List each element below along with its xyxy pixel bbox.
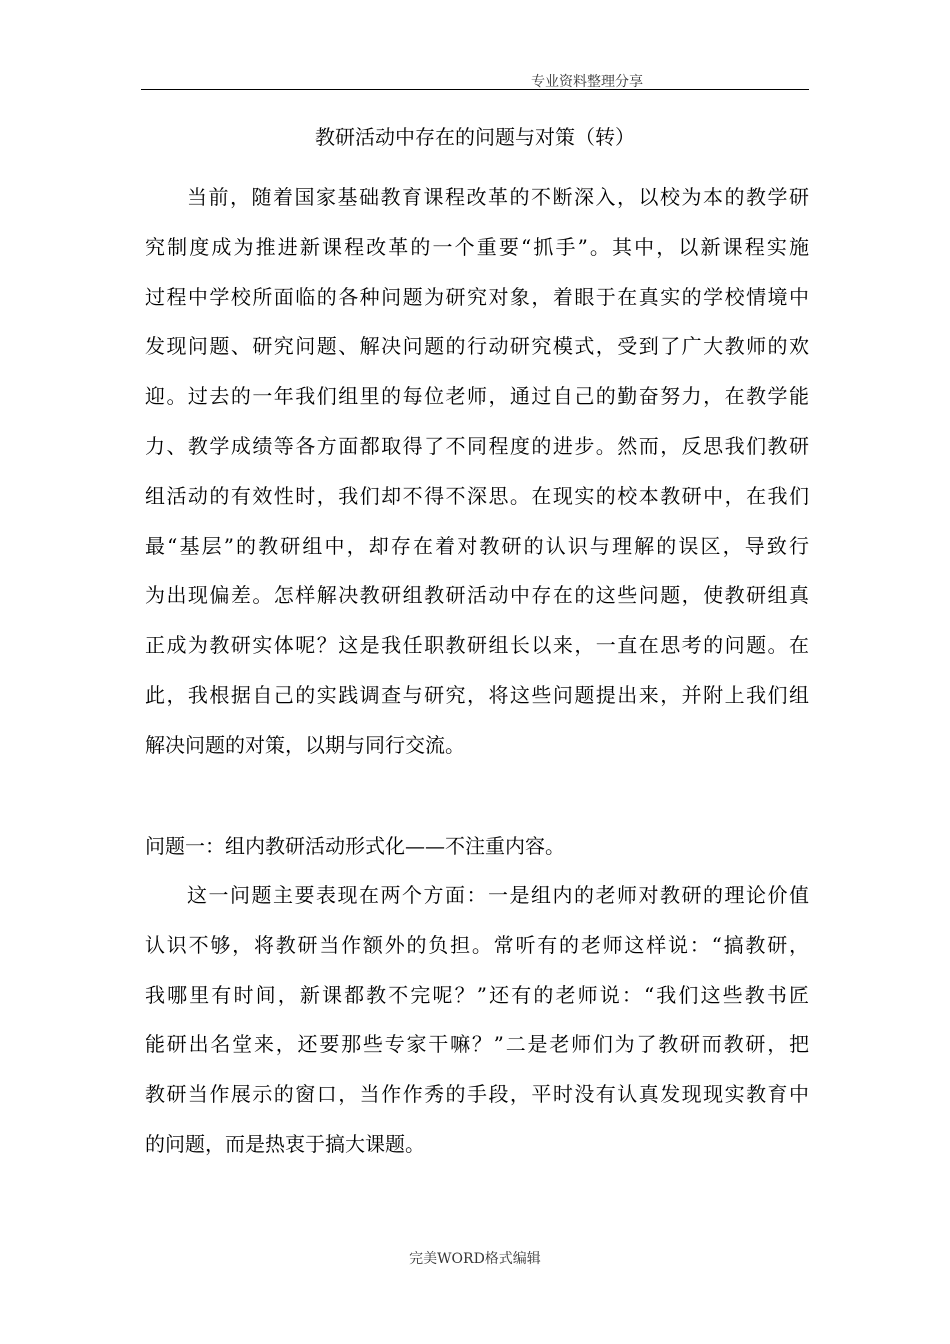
paragraph-line: 解决问题的对策，以期与同行交流。 [145,732,465,757]
paragraph-line: 究制度成为推进新课程改革的一个重要“抓手”。其中，以新课程实施 [145,234,809,259]
paragraph-line: 当前，随着国家基础教育课程改革的不断深入，以校为本的教学研 [187,185,809,209]
section-heading-text: 问题一：组内教研活动形式化——不注重内容。 [145,834,565,858]
paragraph-line: 能研出名堂来，还要那些专家干嘛？”二是老师们为了教研而教研，把 [145,1032,809,1057]
paragraph-line: 过程中学校所面临的各种问题为研究对象，着眼于在真实的学校情境中 [145,284,809,309]
intro-paragraph [145,173,809,771]
section-heading-problem-one [145,822,809,872]
paragraph-line: 教研当作展示的窗口，当作作秀的手段，平时没有认真发现现实教育中 [145,1082,809,1107]
paragraph-line: 发现问题、研究问题、解决问题的行动研究模式，受到了广大教师的欢 [145,334,809,359]
page-header-text: 专业资料整理分享 [531,74,643,90]
paragraph-line: 认识不够，将教研当作额外的负担。常听有的老师这样说：“搞教研， [145,932,809,957]
paragraph-line: 此，我根据自己的实践调查与研究，将这些问题提出来，并附上我们组 [145,682,809,707]
paragraph-line: 最“基层”的教研组中，却存在着对教研的认识与理解的误区，导致行 [145,533,809,558]
paragraph-line: 迎。过去的一年我们组里的每位老师，通过自己的勤奋努力，在教学能 [145,384,809,409]
paragraph-line: 组活动的有效性时，我们却不得不深思。在现实的校本教研中，在我们 [145,483,809,508]
page-footer-text: 完美WORD格式编辑 [409,1251,541,1267]
document-title: 教研活动中存在的问题与对策（转） [315,125,635,149]
problem-one-paragraph [145,871,809,1170]
header-divider [141,89,809,90]
paragraph-line: 正成为教研实体呢？这是我任职教研组长以来，一直在思考的问题。在 [145,633,809,658]
paragraph-line: 这一问题主要表现在两个方面：一是组内的老师对教研的理论价值 [187,883,809,907]
paragraph-line: 我哪里有时间，新课都教不完呢？”还有的老师说：“我们这些教书匠 [145,982,809,1007]
paragraph-line: 力、教学成绩等各方面都取得了不同程度的进步。然而，反思我们教研 [145,433,809,458]
paragraph-line: 为出现偏差。怎样解决教研组教研活动中存在的这些问题，使教研组真 [145,583,809,608]
paragraph-line: 的问题，而是热衷于搞大课题。 [145,1131,425,1156]
